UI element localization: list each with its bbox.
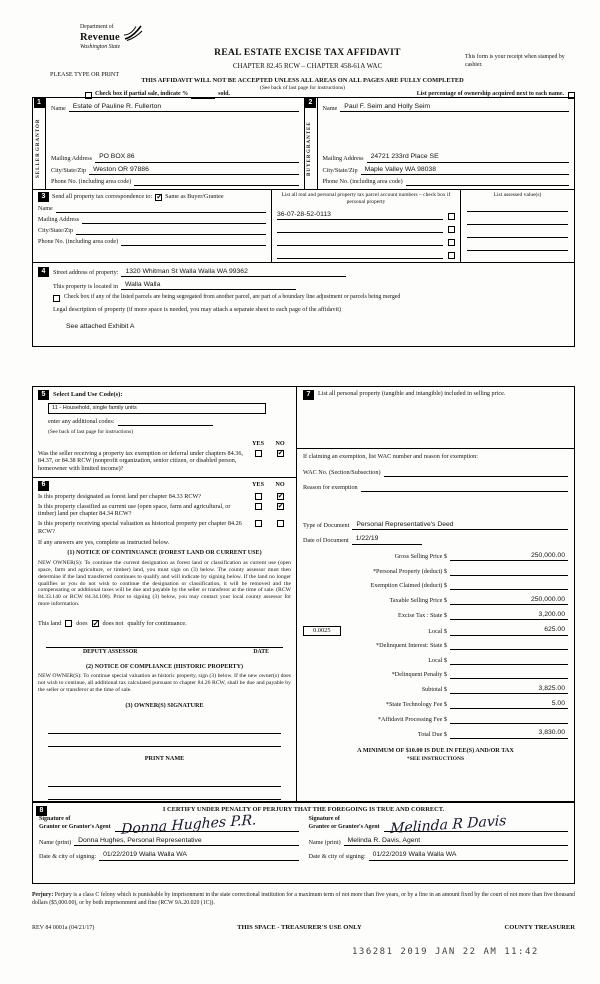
revenue-swoosh-icon [123,24,143,42]
does-label: does [76,619,88,627]
delinquent-penalty-value[interactable] [450,670,568,679]
grantee-signature-ink: Melinda R Davis [389,812,507,837]
subtotal-value[interactable]: 3,825.00 [450,685,568,694]
notice-continuance-title: (1) NOTICE OF CONTINUANCE (FOREST LAND OR CURRENT USE) [67,550,262,557]
seller-phone-label: Phone No. (including area code) [51,178,132,186]
buyer-side-label: BUYER [307,153,313,177]
buyer-phone-label: Phone No. (including area code) [322,178,403,186]
section-4-badge: 4 [38,267,49,277]
parcel-number-field[interactable]: 36-07-28-52-0113 [277,211,443,220]
section-8-badge: 8 [36,806,47,816]
perjury-notice [32,892,575,907]
please-type-print-label: PLEASE TYPE OR PRINT [50,71,120,78]
sold-label: sold. [218,91,231,97]
doc-date-field[interactable]: 1/22/19 [352,535,422,544]
grantor-sig-label-1: Signature of [39,816,71,823]
parcel-number-field-2[interactable] [277,225,443,233]
grantee-date-city-label: Date & city of signing: [308,853,366,861]
personal-property-blank-area[interactable] [303,400,568,444]
seller-address-field[interactable]: PO BOX 86 [95,153,298,162]
buyer-csz-label: City/State/Zip [322,167,358,175]
cashier-receipt-stamp: 136281 2019 JAN 22 AM 11:42 [352,947,539,957]
minimum-due-note: A MINIMUM OF $10.00 IS DUE IN FEE(S) AND/OR TAX [357,746,514,754]
seller-name-label: Name [51,104,66,112]
buyer-grantee-box [304,98,575,189]
dept-revenue-logo [80,24,143,52]
doc-date-label: Date of Document [303,536,349,544]
logo-state-text: Washington State [80,44,121,51]
corr-address-label: Mailing Address [38,216,80,224]
grantor-signature-block [39,811,299,861]
buyer-name-label: Name [322,104,338,112]
personal-property-checkbox-2[interactable] [448,226,455,233]
doc-type-label: Type of Document [303,522,350,530]
county-treasurer-label: COUNTY TREASURER [504,924,575,931]
delinquent-interest-state-label: *Delinquent Interest: State $ [376,642,447,650]
grantor-date-city-label: Date & city of signing: [39,853,97,861]
see-back-note-5: (See back of last page for instructions) [48,428,133,435]
title-block [150,48,465,71]
exemption-claimed-label: Exemption Claimed (deduct) $ [370,582,447,590]
see-back-note: (See back of last page for instructions) [260,85,345,91]
tax-detail-section [32,386,575,802]
historic-no-checkbox[interactable] [277,520,284,527]
grantor-signature-ink: Donna Hughes P.R. [120,811,257,838]
personal-property-checkbox-1[interactable] [448,213,455,220]
grantor-sig-label-2: Grantor or Grantor's Agent [39,824,111,831]
land-use-section [33,387,296,478]
forest-currentuse-section [33,478,296,803]
legal-description-field[interactable]: See attached Exhibit A [66,322,135,330]
delinquent-interest-local-value[interactable] [450,656,568,665]
grantor-date-city-field[interactable]: 01/22/2019 Walla Walla WA [99,851,298,860]
deputy-assessor-signature-line[interactable] [46,638,283,648]
total-due-value[interactable]: 3,830.00 [450,729,568,738]
personal-property-deduct-value[interactable] [450,567,568,576]
wac-field[interactable] [384,469,568,477]
tax-correspondence-section [32,189,575,263]
seller-csz-field[interactable]: Weston OR 97886 [89,166,298,175]
taxable-selling-price-label: Taxable Selling Price $ [389,597,447,605]
excise-tax-state-value[interactable]: 3,200.00 [450,611,568,620]
see-instructions-note: *SEE INSTRUCTIONS [406,756,465,763]
seller-csz-label: City/State/Zip [51,167,87,175]
grantee-sig-label-2: Grantee or Grantee's Agent [308,824,380,831]
affidavit-fee-label: *Affidavit Processing Fee $ [377,715,447,723]
owner-signature-line-2[interactable] [48,735,281,747]
if-yes-note: If any answers are yes, complete as instructed below. [38,538,170,546]
certification-section [32,802,575,884]
current-use-question: Is this property classified as current use (open space, farm and agricultural, or timber) land per chapter 84.34 RCW? [38,502,231,518]
form-header [30,24,575,98]
deferral-question: Was the seller receiving a property tax exemption or deferral under chapters 84.36, 84.37, or 84.38 RCW (nonprofit organization, senior citizen, or disabled person, homeowner with limited income)? [38,449,243,473]
state-tech-fee-value[interactable]: 5.00 [450,700,568,709]
delinquent-penalty-label: *Delinquent Penalty $ [391,671,447,679]
print-name-line-1[interactable] [48,775,281,787]
historic-yes-checkbox[interactable] [255,520,262,527]
assessed-value-line-3[interactable] [467,233,568,238]
footer-row [32,924,575,933]
gross-selling-price-value[interactable]: 250,000.00 [450,552,568,561]
personal-property-deduct-label: *Personal Property (deduct) $ [372,567,447,575]
this-land-label: This land [38,619,62,627]
deferral-no-checkbox[interactable] [277,450,284,457]
additional-codes-field[interactable] [118,418,213,426]
forest-no-checkbox[interactable] [277,493,284,500]
same-as-buyer-checkbox[interactable] [155,194,162,201]
send-correspondence-label: Send all property tax correspondence to: [52,193,153,201]
current-use-no-checkbox[interactable] [277,503,284,510]
forest-yes-checkbox[interactable] [255,493,262,500]
yes-header-5: YES [251,439,265,447]
section-5-badge: 5 [38,390,49,400]
historic-question: Is this property receiving special valuation as historical property per chapter 84.26 RCW? [38,520,242,535]
subtotal-label: Subtotal $ [421,686,447,694]
wac-label: WAC No. (Section/Subsection) [303,469,381,476]
owners-signature-title: (3) OWNER(S) SIGNATURE [125,702,204,709]
total-due-label: Total Due $ [417,730,447,738]
corr-name-field[interactable] [56,205,266,213]
grantor-signature-line[interactable] [115,811,299,838]
print-name-line-2[interactable] [48,788,281,800]
logo-dept-text: Department of [80,24,114,30]
notice-compliance-title: (2) NOTICE OF COMPLIANCE (HISTORIC PROPERTY) [85,663,244,670]
seller-side-label: SELLER [35,152,41,179]
affidavit-fee-value[interactable] [450,715,568,724]
parcel-number-field-4[interactable] [277,251,443,259]
doc-type-field[interactable]: Personal Representative's Deed [352,521,568,530]
form-chapter: CHAPTER 82.45 RCW – CHAPTER 458-61A WAC [232,61,383,70]
form-title: REAL ESTATE EXCISE TAX AFFIDAVIT [214,48,401,58]
date-label: DATE [253,648,269,655]
perjury-text: Perjury is a class C felony which is punishable by imprisonment in the state correctional institution for a maximum term of not more than five years, or by a fine in an amount fixed by the court of not more than five thousand dollars ($5,000.00), or by both imprisonment and fine (RCW 9A.20.020 (1C)). [32,892,575,906]
grantor-name-print-field[interactable]: Donna Hughes, Personal Representative [74,837,298,846]
ownership-percent-note: List percentage of ownership acquired next to each name. [416,91,564,97]
buyer-csz-field[interactable]: Maple Valley WA 98038 [361,166,569,175]
no-header-5: NO [275,439,285,447]
rev-number: REV 84 0001a (04/21/17) [32,925,95,931]
land-use-code-field[interactable]: 11 - Household, single family units [48,403,266,414]
corr-address-field[interactable] [82,216,266,224]
continuance-qualify-row [38,620,291,628]
land-does-not-checkbox[interactable] [92,620,99,627]
section-7-badge: 7 [303,390,314,400]
buyer-address-field[interactable]: 24721 233rd Place SE [367,153,569,162]
corr-name-label: Name [38,205,53,213]
same-as-buyer-label: Same as Buyer/Grantee [165,193,224,201]
excise-tax-local-label: Local $ [428,627,447,635]
logo-revenue-text: Revenue [80,32,120,44]
personal-property-list-label: List all personal property (tangible and intangible) included in selling price. [318,390,506,397]
grantee-sig-label-1: Signature of [308,816,340,823]
corr-phone-field[interactable] [121,238,266,246]
gross-selling-price-label: Gross Selling Price $ [394,553,447,561]
exemption-divider [297,448,574,449]
grantee-signature-line[interactable] [384,812,568,837]
seller-grantor-box [33,98,304,189]
grantee-side-label: GRANTEE [307,120,313,153]
forest-land-question: Is this property designated as forest land per chapter 84.33 RCW? [38,492,202,500]
taxable-selling-price-value[interactable]: 250,000.00 [450,596,568,605]
legal-description-label: Legal description of property (if more space is needed, you may attach a separate sheet to each page of the affidavit) [53,305,341,313]
street-address-field[interactable]: 1320 Whitman St Walla Walla WA 99362 [121,268,346,277]
does-not-label: does not [102,619,124,627]
corr-csz-label: City/State/Zip [38,227,74,235]
reason-label: Reason for exemption [303,484,358,491]
seller-name-field[interactable]: Estate of Pauline R. Fullerton [69,103,299,112]
delinquent-interest-state-value[interactable] [450,641,568,650]
certify-statement: I CERTIFY UNDER PENALTY OF PERJURY THAT THE FOREGOING IS TRUE AND CORRECT. [162,806,445,813]
treasurer-space-label: THIS SPACE - TREASURER'S USE ONLY [237,924,362,931]
segregated-parcels-checkbox[interactable] [53,295,60,302]
excise-tax-local-value[interactable]: 625.00 [450,626,568,635]
assessed-value-line-2[interactable] [467,220,568,225]
assessed-value-line-1[interactable] [467,207,568,212]
street-address-label: Street address of property: [53,269,119,277]
buyer-phone-field[interactable] [406,178,569,186]
state-tech-fee-label: *State Technology Fee $ [385,701,447,709]
additional-codes-label: enter any additional codes: [48,418,115,426]
delinquent-interest-local-label: Local $ [428,656,447,664]
buyer-name-field[interactable]: Paul F. Seim and Holly Seim [340,103,569,112]
located-in-label: This property is located in [53,282,118,290]
personal-property-checkbox-3[interactable] [448,239,455,246]
corr-csz-field[interactable] [76,227,266,235]
parcel-numbers-header: List all real and personal property tax parcel account numbers – check box if personal property [281,192,451,205]
section-3-badge: 3 [38,192,49,202]
property-location-section [32,262,575,347]
located-in-field[interactable]: Walla Walla [121,281,296,290]
land-use-title: Select Land Use Code(s): [53,390,123,398]
perjury-lead: Perjury: [32,892,54,898]
current-use-yes-checkbox[interactable] [255,503,262,510]
deputy-assessor-label: DEPUTY ASSESSOR [83,648,138,655]
corr-phone-label: Phone No. (including area code) [38,238,119,246]
grantee-date-city-field[interactable]: 01/22/2019 Walla Walla WA [369,851,568,860]
grantee-name-print-label: Name (print) [308,838,341,846]
assessed-value-line-4[interactable] [467,246,568,251]
yes-header-6: YES [251,480,265,488]
parcel-number-field-3[interactable] [277,238,443,246]
grantee-name-print-field[interactable]: Melinda R. Davis, Agent [344,837,568,846]
grantee-signature-block [308,812,569,861]
parties-section [32,97,575,190]
partial-sale-label: Check box if partial sale, indicate % [95,91,189,97]
deferral-yes-checkbox[interactable] [255,450,262,457]
selling-price-section [297,387,574,801]
no-header-6: NO [275,480,285,488]
assessed-values-header: List assessed value(s) [493,192,542,198]
personal-property-checkbox-4[interactable] [448,252,455,259]
owner-signature-line-1[interactable] [48,722,281,734]
acceptance-warning: THIS AFFIDAVIT WILL NOT BE ACCEPTED UNLESS ALL AREAS ON ALL PAGES ARE FULLY COMPLETED [141,77,464,84]
land-does-checkbox[interactable] [65,620,72,627]
local-rate-box: 0.0025 [303,626,341,636]
qualify-label: qualify for continuance. [127,619,187,627]
section-1-badge: 1 [34,98,45,108]
excise-tax-state-label: Excise Tax : State $ [398,612,447,620]
seller-address-label: Mailing Address [51,154,93,162]
grantor-name-print-label: Name (print) [39,838,72,846]
buyer-address-label: Mailing Address [322,154,364,162]
print-name-title: PRINT NAME [144,754,185,762]
seller-phone-field[interactable] [134,178,298,186]
exemption-note: If claiming an exemption, list WAC number and reason for exemption: [303,453,478,460]
section-2-badge: 2 [305,98,316,108]
receipt-note: This form is your receipt when stamped by cashier. [465,54,565,68]
reason-field[interactable] [361,484,568,492]
section-6-badge: 6 [38,481,49,491]
notice-continuance-body: NEW OWNER(S): To continue the current designation as forest land or classification as current use (open space, farm and agriculture, or timber) land, you must sign on (3) below. The county assessor must then determine if the land transferred continues to qualify and will indicate by signing below. If the land no longer qualifies or you do not wish to continue the designation or classification, it will be removed and the compensating or additional taxes will be due and payable by the seller or transferor at the time of sale. (RCW 84.33.140 or RCW 84.34.108). Prior to signing (3) below, you may contact your local county assessor for more information. [38,559,291,608]
notice-compliance-body: NEW OWNER(S): To continue special valuation as historic property, sign (3) below. If the new owner(s) does not wish to continue, all additional tax calculated pursuant to chapter 84.26 RCW, shall be due and payable by the seller or transferor at the time of sale. [38,673,291,694]
segregated-parcels-label: Check box if any of the listed parcels are being segregated from another parcel, are part of a boundary line adjustment or parcels being merged [64,294,401,301]
exemption-claimed-value[interactable] [450,581,568,590]
grantor-side-label: GRANTOR [35,118,41,152]
